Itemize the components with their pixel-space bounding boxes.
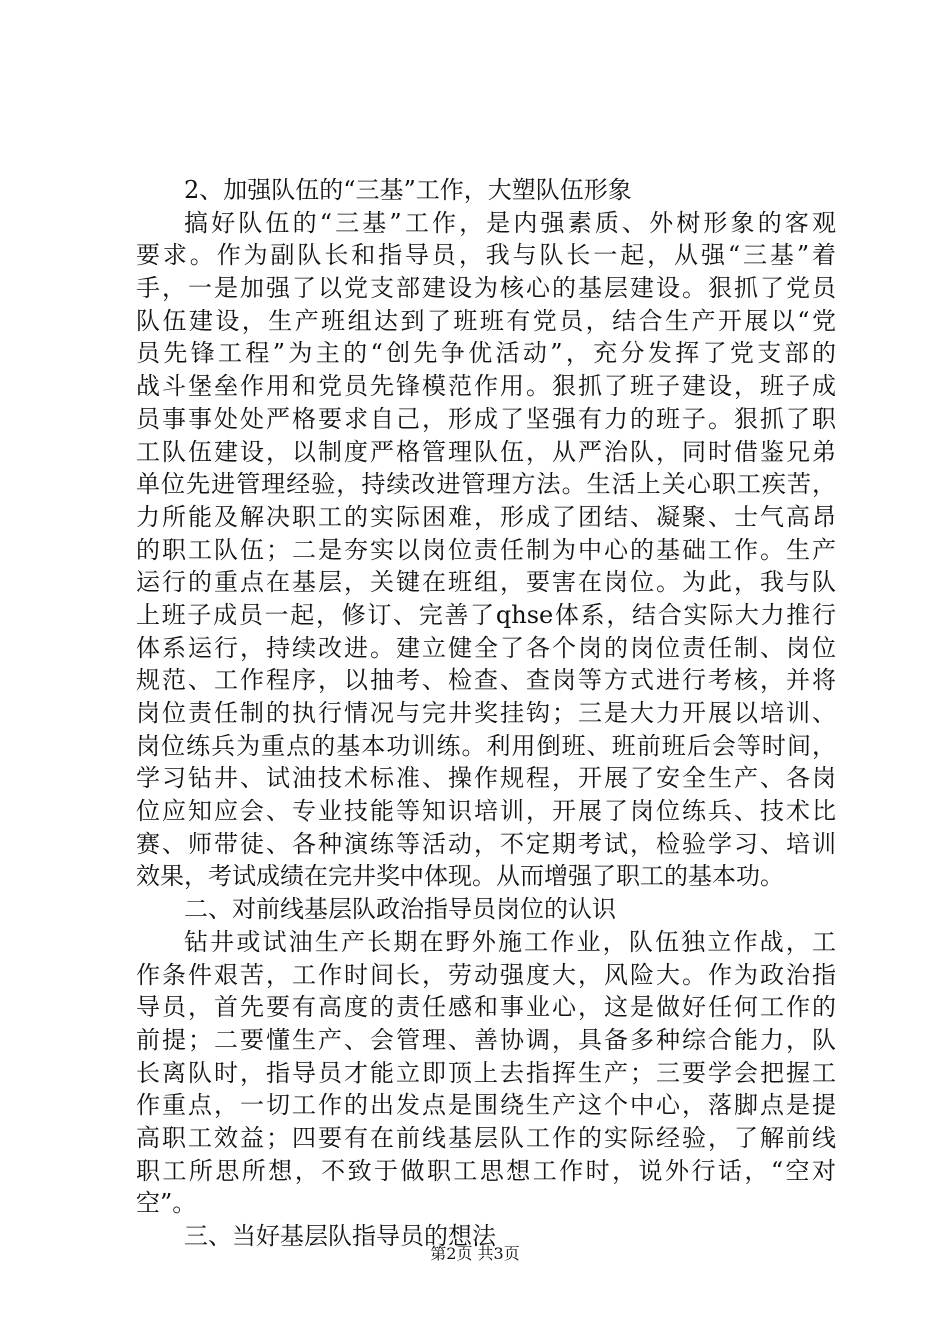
paragraph-line: 的职工队伍；二是夯实以岗位责任制为中心的基础工作。生产 xyxy=(136,535,836,564)
paragraph-line: 单位先进管理经验，持续改进管理方法。生活上关心职工疾苦， xyxy=(136,470,836,499)
paragraph-line: 学习钻井、试油技术标准、操作规程，开展了安全生产、各岗 xyxy=(136,764,836,793)
paragraph-line: 长离队时，指导员才能立即顶上去指挥生产；三要学会把握工 xyxy=(136,1058,836,1087)
paragraph-line: 手，一是加强了以党支部建设为核心的基层建设。狠抓了党员 xyxy=(136,274,836,303)
paragraph-line: 力所能及解决职工的实际困难，形成了团结、凝聚、士气高昂 xyxy=(136,502,836,531)
paragraph-line: 要求。作为副队长和指导员，我与队长一起，从强“三基”着 xyxy=(136,241,836,270)
paragraph-line: 作条件艰苦，工作时间长，劳动强度大，风险大。作为政治指 xyxy=(136,960,836,989)
paragraph-line: 位应知应会、专业技能等知识培训，开展了岗位练兵、技术比 xyxy=(136,797,836,826)
paragraph-line: 队伍建设，生产班组达到了班班有党员，结合生产开展以“党 xyxy=(136,306,836,335)
paragraph-line: 搞好队伍的“三基”工作，是内强素质、外树形象的客观 xyxy=(184,208,836,237)
paragraph-line: 上班子成员一起，修订、完善了qhse体系，结合实际大力推行 xyxy=(136,600,836,629)
page-footer: 第2页 共3页 xyxy=(430,1244,520,1263)
document-body xyxy=(136,174,836,1253)
paragraph-line: 钻井或试油生产长期在野外施工作业，队伍独立作战，工 xyxy=(184,927,836,956)
paragraph-line: 高职工效益；四要有在前线基层队工作的实际经验，了解前线 xyxy=(136,1123,836,1152)
paragraph-line: 前提；二要懂生产、会管理、善协调，具备多种综合能力，队 xyxy=(136,1025,836,1054)
paragraph-line: 运行的重点在基层，关键在班组，要害在岗位。为此，我与队 xyxy=(136,568,836,597)
paragraph-line: 空”。 xyxy=(136,1189,197,1218)
paragraph-line: 工队伍建设，以制度严格管理队伍，从严治队，同时借鉴兄弟 xyxy=(136,437,836,466)
paragraph-line: 体系运行，持续改进。建立健全了各个岗的岗位责任制、岗位 xyxy=(136,633,836,662)
paragraph-line: 规范、工作程序，以抽考、检查、查岗等方式进行考核，并将 xyxy=(136,666,836,695)
paragraph-line: 员事事处处严格要求自己，形成了坚强有力的班子。狠抓了职 xyxy=(136,404,836,433)
paragraph-line: 岗位责任制的执行情况与完井奖挂钩；三是大力开展以培训、 xyxy=(136,699,836,727)
paragraph-line: 战斗堡垒作用和党员先锋模范作用。狠抓了班子建设，班子成 xyxy=(136,372,836,401)
section-heading-two: 二、对前线基层队政治指导员岗位的认识 xyxy=(184,895,616,924)
paragraph-line: 赛、师带徒、各种演练等活动，不定期考试，检验学习、培训 xyxy=(136,829,836,858)
paragraph-line: 效果，考试成绩在完井奖中体现。从而增强了职工的基本功。 xyxy=(136,862,784,891)
paragraph-line: 员先锋工程”为主的“创先争优活动”，充分发挥了党支部的 xyxy=(136,339,836,368)
paragraph-line: 导员，首先要有高度的责任感和事业心，这是做好任何工作的 xyxy=(136,993,836,1022)
paragraph-line: 岗位练兵为重点的基本功训练。利用倒班、班前班后会等时间， xyxy=(136,731,836,760)
paragraph-line: 作重点，一切工作的出发点是围绕生产这个中心，落脚点是提 xyxy=(136,1091,836,1120)
paragraph-line: 职工所思所想，不致于做职工思想工作时，说外行话，“空对 xyxy=(136,1156,836,1185)
section-heading-2: 2、加强队伍的“三基”工作，大塑队伍形象 xyxy=(184,176,632,204)
section-heading-three: 三、当好基层队指导员的想法 xyxy=(184,1222,496,1250)
